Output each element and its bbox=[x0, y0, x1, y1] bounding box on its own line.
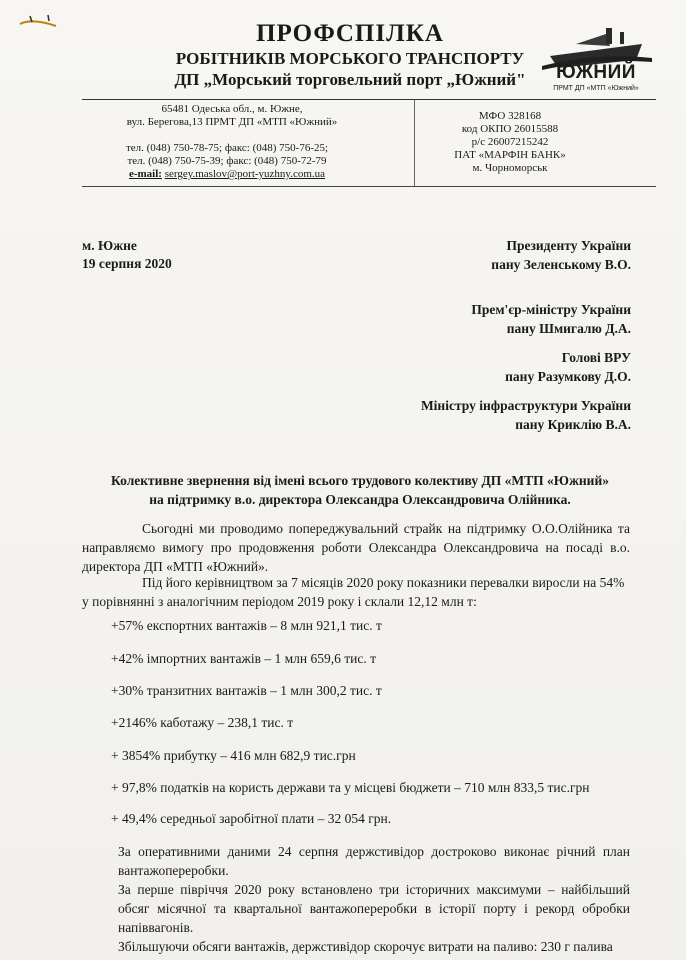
recipient-vru bbox=[505, 348, 631, 386]
stat-profit: + 3854% прибутку – 416 млн 682,9 тис.грн bbox=[111, 748, 356, 763]
bank-name: ПАТ «МАРФІН БАНК» bbox=[454, 149, 566, 161]
bank-account: р/с 26007215242 bbox=[471, 136, 549, 148]
paragraph-records: За перше півріччя 2020 року встановлено три історичних максимуми – найбільший обсяг місячної та квартальної вантажопереробки в історії порту і рекорд обробки напіввагонів. bbox=[118, 882, 630, 935]
logo-wordmark: ЮЖНИЙ bbox=[556, 62, 636, 83]
recipient-name: пану Зеленському В.О. bbox=[491, 257, 631, 272]
recipient-name: пану Разумкову Д.О. bbox=[505, 369, 631, 384]
address-line: вул. Берегова,13 ПРМТ ДП «МТП «Южний» bbox=[126, 116, 338, 128]
bank-okpo: код ОКПО 26015588 bbox=[461, 123, 559, 135]
stat-import: +42% імпортних вантажів – 1 млн 659,6 тис. т bbox=[111, 651, 376, 666]
stat-export: +57% експортних вантажів – 8 млн 921,1 тис. т bbox=[111, 618, 382, 633]
paragraph-strike: Сьогодні ми проводимо попереджувальний страйк на підтримку О.О.Олійника та направляємо вимогу про продовження роботи Олександра Олександровича на посаді в.о. директора ДП «МТП «Южний». bbox=[82, 521, 630, 574]
address-line: 65481 Одеська обл., м. Южне, bbox=[161, 103, 303, 115]
letter-city: м. Южне bbox=[82, 238, 137, 253]
results-line: у порівнянні з аналогічним періодом 2019 року і склали 12,12 млн т: bbox=[82, 594, 477, 609]
recipient-prime-minister bbox=[471, 300, 631, 338]
recipient-president bbox=[491, 236, 631, 274]
recipient-name: пану Шмигалю Д.А. bbox=[506, 321, 631, 336]
recipient-role: Міністру інфраструктури України bbox=[420, 398, 631, 413]
paragraph-results bbox=[82, 573, 642, 611]
email-label: e-mail: bbox=[128, 168, 162, 180]
place-date bbox=[82, 237, 172, 273]
recipient-role: Голові ВРУ bbox=[561, 350, 631, 365]
phone-line: тел. (048) 750-78-75; факс: (048) 750-76-25; bbox=[125, 142, 329, 154]
union-subtitle: РОБІТНИКІВ МОРСЬКОГО ТРАНСПОРТУ bbox=[175, 49, 525, 68]
letter-subject bbox=[90, 471, 630, 509]
bank-mfo: МФО 328168 bbox=[478, 110, 542, 122]
recipient-name: пану Криклію В.А. bbox=[515, 417, 631, 432]
postal-address bbox=[82, 103, 382, 129]
subject-line: на підтримку в.о. директора Олександра Олександровича Олійника. bbox=[149, 492, 571, 507]
letterhead-title bbox=[170, 20, 530, 90]
header-divider bbox=[82, 99, 656, 100]
email-link[interactable]: sergey.maslov@port-yuzhny.com.ua bbox=[164, 168, 326, 180]
address-divider bbox=[414, 100, 415, 186]
bank-details bbox=[430, 110, 590, 175]
stat-cabotage: +2146% каботажу – 238,1 тис. т bbox=[111, 715, 294, 730]
stat-transit: +30% транзитних вантажів – 1 млн 300,2 тис. т bbox=[111, 683, 382, 698]
recipient-role: Прем'єр-міністру України bbox=[471, 302, 631, 317]
logo-caption: ПРМТ ДП «МТП «Южний» bbox=[553, 85, 639, 92]
subject-line: Колективне звернення від імені всього трудового колективу ДП «МТП «Южний» bbox=[111, 473, 609, 488]
recipient-role: Президенту України bbox=[506, 238, 631, 253]
phone-line: тел. (048) 750-75-39; факс: (048) 750-72-79 bbox=[127, 155, 327, 167]
results-line: Під його керівництвом за 7 місяців 2020 року показники перевалки виросли на 54% bbox=[142, 575, 625, 590]
address-bottom-divider bbox=[82, 186, 656, 187]
stat-taxes: + 97,8% податків на користь держави та у місцеві бюджети – 710 млн 833,5 тис.грн bbox=[111, 780, 590, 795]
contact-block bbox=[82, 142, 372, 181]
bank-city: м. Чорноморськ bbox=[472, 162, 548, 174]
letter-date: 19 серпня 2020 bbox=[82, 256, 172, 271]
port-name: ДП „Морський торговельний порт „Южний" bbox=[174, 70, 526, 89]
paragraph-fuel: Збільшуючи обсяги вантажів, держстивідор скорочує витрати на паливо: 230 г палива bbox=[118, 939, 613, 954]
paragraph-annual-plan: За оперативними даними 24 серпня держстивідор достроково виконає річний план вантажопереробки. bbox=[118, 844, 630, 878]
union-name: ПРОФСПІЛКА bbox=[256, 20, 444, 47]
stat-salary: + 49,4% середньої заробітної плати – 32 054 грн. bbox=[111, 811, 392, 826]
pen-mark-icon bbox=[18, 12, 58, 34]
recipient-minister bbox=[421, 396, 631, 434]
email-line bbox=[82, 168, 372, 181]
